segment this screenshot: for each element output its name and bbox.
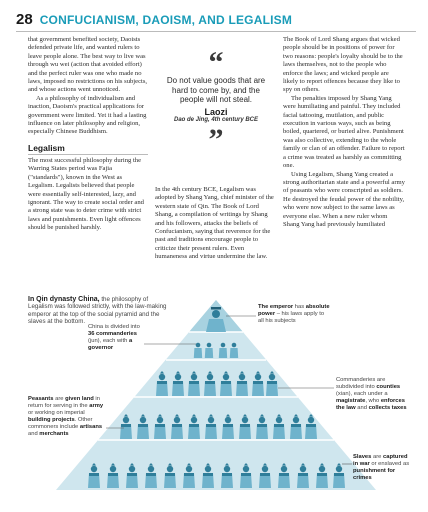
column3-paragraph-3: Using Legalism, Shang Yang created a strong authoritarian state and a powerful army of peasants who were conscripted as soldiers. He destroyed the feudal power of the nobility, who were now subject to the same laws as everyone else. When a new ruler whom Shang Yang had previously humiliated — [283, 170, 405, 228]
commanderies-annotation: China is divided into 36 commanderies (jun), each with a governor — [88, 324, 140, 351]
text-column-2 — [155, 186, 275, 262]
page-header — [16, 11, 416, 31]
header-rule — [16, 31, 416, 32]
legalism-rule — [28, 154, 148, 155]
counties-annotation: Commanderies are subdivided into counties (xian), each under a magistrate, who enforces the law and collects taxes — [336, 377, 407, 411]
chapter-title: CONFUCIANISM, DAOISM, AND LEGALISM — [39, 13, 293, 27]
open-quote-icon: “ — [208, 46, 224, 79]
pull-quote — [160, 46, 272, 156]
peasants-annotation: Peasants are given land in return for serving in the army or working on imperial building projects. Other commoners include artisans and merchants — [28, 396, 104, 437]
text-column-3 — [283, 36, 405, 229]
diagram-intro: In Qin dynasty China, the philosophy of Legalism was followed strictly, with the law-making emperor at the top of the social pyramid and the slaves at the bottom. — [28, 296, 167, 326]
column1-paragraph-1: that government benefited society, Daoists defended private life, and wanted rulers to leave people alone. The best way to live was through wu wei (action that avoided effort) and the perfect ruler was one who made no laws, imposed no restrictions on his subjects, and whose actions went unnoticed. — [28, 36, 148, 94]
page-number: 28 — [16, 11, 33, 28]
column3-paragraph-1: The Book of Lord Shang argues that wicked people should be in positions of power for two reasons: people's loyalty should be to the laws themselves, not to the people who enforce the laws; and wicked people are likely to report offences because they like to spy on others. — [283, 36, 403, 94]
column1-paragraph-3: The most successful philosophy during the Warring States period was Fajia ("standards"), known in the West as Legalism. Legalists believed that people were essentially self-interested, lazy, and ignorant. The way to create social order and a strong state was to deter crime with strict laws and punishments. Even light offences should be punished harshly. — [28, 156, 144, 232]
slaves-annotation: Slaves are captured in war or enslaved as punishment for crimes — [353, 454, 410, 481]
social-pyramid-diagram — [16, 292, 416, 506]
quote-source: Dao de Jing, 4th century BCE — [173, 116, 258, 123]
close-quote-icon: ” — [208, 122, 224, 156]
column3-paragraph-2: The penalties imposed by Shang Yang were humiliating and painful. They included facial tattooing, mutilation, and public execution in various ways, such as being boiled, quartered, or buried alive. Punishment was also collective, extending to the whole family or clan of an offender. Failure to report a crime was treated as harshly as committing one. — [283, 94, 405, 170]
quote-text: Do not value goods that are hard to come by, and the people will not steal. — [166, 76, 266, 105]
text-column-1 — [28, 36, 148, 233]
emperor-annotation: The emperor has absolute power – his laws apply to all his subjects — [258, 304, 330, 324]
quote-author: Laozi — [204, 106, 228, 117]
legalism-heading: Legalism — [28, 142, 65, 153]
column2-paragraph-1: In the 4th century BCE, Legalism was adopted by Shang Yang, chief minister of the western state of Qin. The Book of Lord Shang, a compilation of writings by Shang and his followers, attacks the beliefs of Confucianism, saying that reverence for the past and traditions encourage people to criticize their present rulers. Even humaneness and virtue undermine the law. — [155, 186, 274, 261]
column1-paragraph-2: As a philosophy of individualism and inaction, Daoism's practical applications for government were limited. Yet it had a lasting influence on later philosophy and religion, especially Chinese Buddhism. — [28, 94, 147, 136]
